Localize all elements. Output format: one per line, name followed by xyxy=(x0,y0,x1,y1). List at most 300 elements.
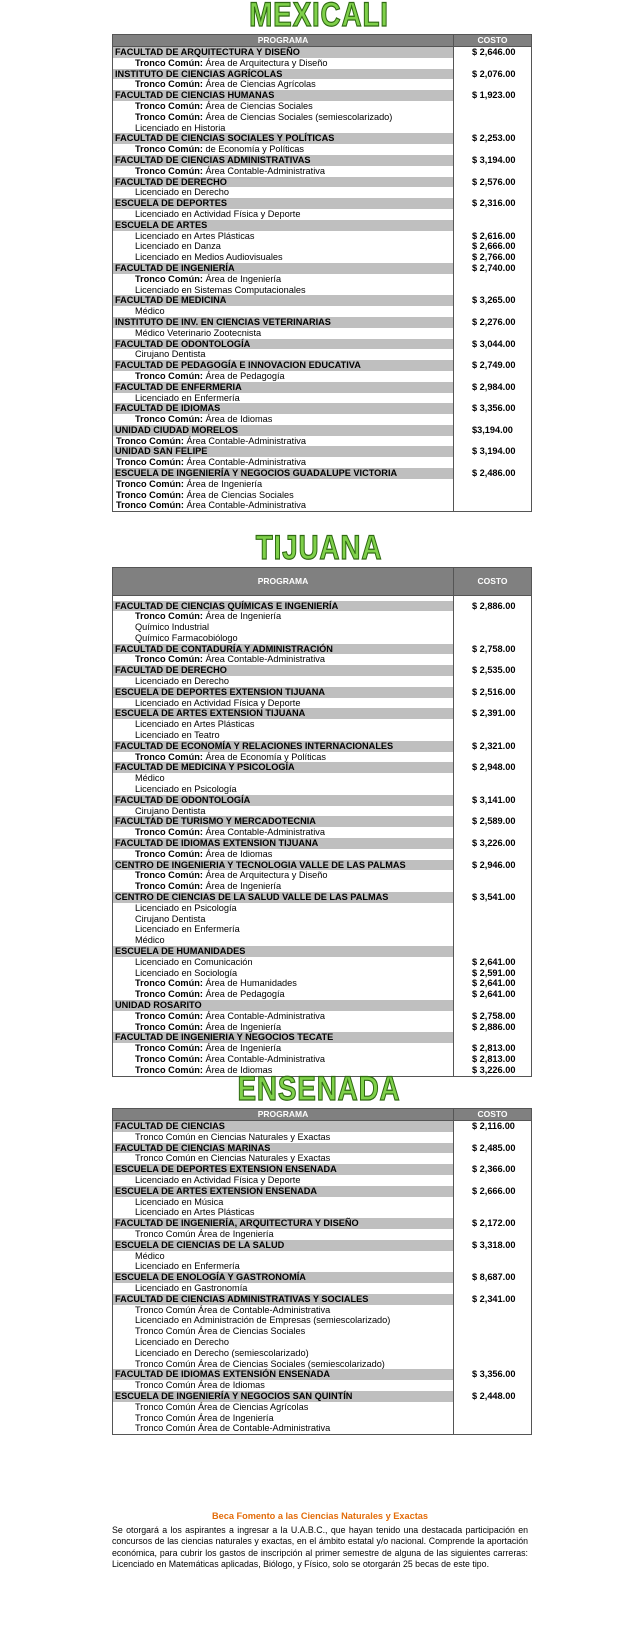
program-row xyxy=(113,79,532,90)
faculty-name xyxy=(113,665,454,676)
faculty-row xyxy=(113,47,532,58)
row-label: FACULTAD DE ARQUITECTURA Y DISEÑO xyxy=(115,47,300,57)
cost-value xyxy=(454,1132,532,1143)
program-row xyxy=(113,698,532,709)
cost-value: $ 2,485.00 xyxy=(454,1143,532,1154)
row-label: Área de Idiomas xyxy=(205,1064,273,1075)
program-row xyxy=(113,654,532,665)
faculty-name xyxy=(113,1164,454,1175)
program-name xyxy=(113,1229,454,1240)
campus-title: TIJUANA xyxy=(255,529,383,567)
tronco-comun-label: Tronco Común: xyxy=(135,144,203,155)
program-row xyxy=(113,1326,532,1337)
program-row xyxy=(113,935,532,946)
program-name xyxy=(113,1348,454,1359)
row-label: Licenciado en Artes Plásticas xyxy=(135,1207,255,1218)
tronco-comun-label: Tronco Común: xyxy=(135,1043,203,1054)
faculty-row xyxy=(113,892,532,903)
row-label: Área Contable-Administrativa xyxy=(186,457,306,468)
program-row xyxy=(113,1359,532,1370)
faculty-name xyxy=(113,1186,454,1197)
cost-value xyxy=(454,881,532,892)
cost-value xyxy=(454,1197,532,1208)
cost-value: $ 2,341.00 xyxy=(454,1294,532,1305)
program-name xyxy=(113,611,454,622)
row-label: Área Contable-Administrativa xyxy=(205,1010,325,1021)
program-row xyxy=(113,1283,532,1294)
program-row xyxy=(113,1043,532,1054)
row-label: FACULTAD DE INGENIERÍA, ARQUITECTURA Y DISEÑO xyxy=(115,1218,359,1229)
row-label: UNIDAD SAN FELIPE xyxy=(115,446,208,457)
row-label: Licenciado en Artes Plásticas xyxy=(135,719,255,730)
cost-value: $ 2,641.00 xyxy=(454,957,532,968)
program-name xyxy=(113,752,454,763)
cost-value: $ 3,194.00 xyxy=(454,446,532,457)
row-label: INSTITUTO DE INV. EN CIENCIAS VETERINARIAS xyxy=(115,316,331,327)
cost-value xyxy=(454,935,532,946)
campus-section-tijuana xyxy=(0,529,638,1077)
row-label: ESCUELA DE ARTES xyxy=(115,219,208,230)
row-label: FACULTAD DE ECONOMÍA Y RELACIONES INTERNACIONALES xyxy=(115,740,394,751)
program-row xyxy=(113,371,532,382)
cost-value xyxy=(454,112,532,123)
cost-value xyxy=(454,1315,532,1326)
faculty-row xyxy=(113,795,532,806)
cost-value: $ 2,516.00 xyxy=(454,687,532,698)
cost-value: $ 2,486.00 xyxy=(454,468,532,479)
faculty-row xyxy=(113,69,532,80)
program-row xyxy=(113,1348,532,1359)
row-label: Licenciado en Psicología xyxy=(135,902,237,913)
faculty-name xyxy=(113,69,454,80)
program-row xyxy=(113,1337,532,1348)
program-row xyxy=(113,719,532,730)
campus-title: ENSENADA xyxy=(237,1070,401,1108)
row-label: Licenciado en Comunicación xyxy=(135,956,253,967)
cost-value xyxy=(454,698,532,709)
faculty-name xyxy=(113,155,454,166)
cost-value xyxy=(454,773,532,784)
row-label: FACULTAD DE ODONTOLOGÍA xyxy=(115,794,251,805)
program-row xyxy=(113,274,532,285)
cost-value xyxy=(454,1000,532,1011)
faculty-name xyxy=(113,860,454,871)
program-name xyxy=(113,957,454,968)
cost-value: $ 3,194.00 xyxy=(454,155,532,166)
row-label: ESCUELA DE ENOLOGÍA Y GASTRONOMÍA xyxy=(115,1272,306,1283)
program-row xyxy=(113,633,532,644)
program-row xyxy=(113,1011,532,1022)
faculty-name xyxy=(113,1240,454,1251)
row-label: FACULTAD DE IDIOMAS xyxy=(115,403,221,414)
program-name xyxy=(113,622,454,633)
faculty-name xyxy=(113,795,454,806)
row-label: CENTRO DE INGENIERIA Y TECNOLOGIA VALLE DE LAS PALMAS xyxy=(115,859,406,870)
cost-value xyxy=(454,1380,532,1391)
program-name xyxy=(113,1175,454,1186)
cost-value: $ 3,226.00 xyxy=(454,838,532,849)
cost-value xyxy=(454,1229,532,1240)
program-name xyxy=(113,231,454,242)
cost-value xyxy=(454,1207,532,1218)
cost-value: $ 2,758.00 xyxy=(454,644,532,655)
row-label: INSTITUTO DE CIENCIAS AGRÍCOLAS xyxy=(115,68,283,79)
faculty-row xyxy=(113,1143,532,1154)
faculty-name xyxy=(113,762,454,773)
row-label: Área de Arquitectura y Diseño xyxy=(205,870,328,881)
cost-value: $ 2,641.00 xyxy=(454,989,532,1000)
program-row xyxy=(113,500,532,511)
cost-value xyxy=(454,730,532,741)
program-name xyxy=(113,285,454,296)
program-name xyxy=(113,1380,454,1391)
row-label: Área de Pedagogía xyxy=(205,370,285,381)
faculty-row xyxy=(113,1032,532,1043)
cost-value xyxy=(454,1423,532,1434)
row-label: Tronco Común Área de Contable-Administrativa xyxy=(135,1304,331,1315)
cost-value xyxy=(454,622,532,633)
cost-value xyxy=(454,870,532,881)
tronco-comun-label: Tronco Común: xyxy=(135,870,203,881)
row-label: Licenciado en Derecho xyxy=(135,1336,229,1347)
faculty-name xyxy=(113,687,454,698)
row-label: Médico Veterinario Zootecnista xyxy=(135,327,262,338)
faculty-row xyxy=(113,403,532,414)
cost-value: $ 2,366.00 xyxy=(454,1164,532,1175)
program-row xyxy=(113,1132,532,1143)
row-label: FACULTAD DE CONTADURÍA Y ADMINISTRACIÓN xyxy=(115,643,333,654)
faculty-name xyxy=(113,425,454,436)
program-row xyxy=(113,1413,532,1424)
cost-value: $ 3,356.00 xyxy=(454,403,532,414)
row-label: Área Contable-Administrativa xyxy=(186,500,306,511)
cost-value xyxy=(454,1261,532,1272)
cost-value xyxy=(454,1348,532,1359)
cost-value xyxy=(454,1326,532,1337)
program-name xyxy=(113,1283,454,1294)
cost-value: $ 3,265.00 xyxy=(454,295,532,306)
program-name xyxy=(113,101,454,112)
tronco-comun-label: Tronco Común: xyxy=(135,611,203,622)
tronco-comun-label: Tronco Común: xyxy=(135,111,203,122)
faculty-name xyxy=(113,892,454,903)
row-label: Área de Ingeniería xyxy=(205,881,282,892)
program-row xyxy=(113,349,532,360)
program-row xyxy=(113,328,532,339)
row-label: Médico xyxy=(135,773,165,784)
program-row xyxy=(113,1153,532,1164)
program-name xyxy=(113,1132,454,1143)
program-name xyxy=(113,166,454,177)
beca-text: Se otorgará a los aspirantes a ingresar a la U.A.B.C., que hayan tenido una destacada participación en concursos de las ciencias naturales y exactas, en el ámbito estatal y/o nacional. Comprende la aportación económica, para cubrir los gastos de inscripción al primer semestre de alguna de las siguientes carreras: Licenciado en Matemáticas aplicadas, Biólogo, y Físico, solo se otorgarán 25 becas de este tipo. xyxy=(112,1524,528,1570)
tronco-comun-label: Tronco Común: xyxy=(116,500,184,511)
program-name xyxy=(113,58,454,69)
program-row xyxy=(113,166,532,177)
faculty-row xyxy=(113,601,532,612)
cost-value xyxy=(454,1032,532,1043)
faculty-name xyxy=(113,1121,454,1132)
program-row xyxy=(113,1315,532,1326)
row-label: FACULTAD DE CIENCIAS SOCIALES Y POLÍTICAS xyxy=(115,133,335,144)
row-label: Tronco Común en Ciencias Naturales y Exactas xyxy=(135,1131,331,1142)
program-row xyxy=(113,58,532,69)
row-label: Área de Economía y Políticas xyxy=(205,751,326,762)
program-name xyxy=(113,123,454,134)
row-label: ESCUELA DE HUMANIDADES xyxy=(115,946,246,956)
program-name xyxy=(113,274,454,285)
faculty-name xyxy=(113,946,454,957)
program-name xyxy=(113,633,454,644)
faculty-row xyxy=(113,860,532,871)
row-label: Área de Humanidades xyxy=(205,978,297,989)
cost-value xyxy=(454,719,532,730)
cost-value: $ 2,576.00 xyxy=(454,177,532,188)
row-label: Área de Ciencias Sociales xyxy=(205,100,313,111)
row-label: Tronco Común Área de Idiomas xyxy=(135,1380,265,1391)
program-name xyxy=(113,968,454,979)
row-label: Área de Idiomas xyxy=(205,414,273,425)
cost-value xyxy=(454,611,532,622)
program-row xyxy=(113,622,532,633)
row-label: Licenciado en Psicología xyxy=(135,784,237,795)
program-name xyxy=(113,1207,454,1218)
program-row xyxy=(113,968,532,979)
tronco-comun-label: Tronco Común: xyxy=(116,478,184,489)
row-label: Área de Ciencias Sociales (semiescolarizado) xyxy=(205,111,393,122)
cost-value xyxy=(454,490,532,501)
program-row xyxy=(113,231,532,242)
program-row xyxy=(113,870,532,881)
faculty-name xyxy=(113,382,454,393)
faculty-row xyxy=(113,360,532,371)
tronco-comun-label: Tronco Común: xyxy=(135,1021,203,1032)
cost-value: $ 2,172.00 xyxy=(454,1218,532,1229)
cost-value xyxy=(454,827,532,838)
program-name xyxy=(113,393,454,404)
faculty-name xyxy=(113,198,454,209)
column-header-programa: PROGRAMA xyxy=(113,1109,454,1121)
faculty-row xyxy=(113,708,532,719)
cost-value xyxy=(454,633,532,644)
cost-value xyxy=(454,914,532,925)
cost-value: $ 3,141.00 xyxy=(454,795,532,806)
campus-section-ensenada xyxy=(0,1070,638,1435)
cost-value xyxy=(454,274,532,285)
faculty-name xyxy=(113,360,454,371)
cost-value: $ 2,253.00 xyxy=(454,133,532,144)
program-row xyxy=(113,1305,532,1316)
row-label: FACULTAD DE IDIOMAS EXTENSIÓN ENSENADA xyxy=(115,1369,331,1380)
cost-value xyxy=(454,1153,532,1164)
faculty-row xyxy=(113,665,532,676)
row-label: FACULTAD DE MEDICINA xyxy=(115,295,227,306)
faculty-row xyxy=(113,1000,532,1011)
tronco-comun-label: Tronco Común: xyxy=(135,414,203,425)
faculty-row xyxy=(113,1272,532,1283)
row-label: Área Contable-Administrativa xyxy=(205,654,325,665)
row-label: Tronco Común Área de Ingeniería xyxy=(135,1412,274,1423)
row-label: FACULTAD DE CIENCIAS ADMINISTRATIVAS xyxy=(115,154,311,165)
cost-value: $ 3,226.00 xyxy=(454,1065,532,1076)
program-row xyxy=(113,393,532,404)
program-row xyxy=(113,903,532,914)
program-name xyxy=(113,371,454,382)
tronco-comun-label: Tronco Común: xyxy=(135,273,203,284)
program-name xyxy=(113,1022,454,1033)
cost-value: $ 2,321.00 xyxy=(454,741,532,752)
program-row xyxy=(113,827,532,838)
program-row xyxy=(113,914,532,925)
program-row xyxy=(113,252,532,263)
row-label: Licenciado en Enfermería xyxy=(135,1261,240,1272)
program-name xyxy=(113,849,454,860)
row-label: FACULTAD DE CIENCIAS HUMANAS xyxy=(115,90,275,101)
row-label: ESCUELA DE DEPORTES xyxy=(115,198,227,209)
column-header-costo: COSTO xyxy=(454,1109,532,1121)
program-row xyxy=(113,490,532,501)
faculty-row xyxy=(113,946,532,957)
cost-value xyxy=(454,187,532,198)
cost-value: $ 2,646.00 xyxy=(454,47,532,58)
row-label: Licenciado en Historia xyxy=(135,122,226,133)
faculty-row xyxy=(113,762,532,773)
row-label: Área de Ingeniería xyxy=(205,1021,282,1032)
faculty-name xyxy=(113,220,454,231)
row-label: Tronco Común en Ciencias Naturales y Exactas xyxy=(135,1153,331,1164)
faculty-row xyxy=(113,177,532,188)
program-row xyxy=(113,730,532,741)
campus-section-mexicali xyxy=(0,0,638,512)
row-label: ESCUELA DE INGENIERÍA Y NEGOCIOS GUADALUPE VICTORIA xyxy=(115,468,398,479)
row-label: FACULTAD DE TURISMO Y MERCADOTECNIA xyxy=(115,816,316,827)
row-label: UNIDAD ROSARITO xyxy=(115,999,202,1010)
tronco-comun-label: Tronco Común: xyxy=(116,457,184,468)
faculty-row xyxy=(113,220,532,231)
program-row xyxy=(113,436,532,447)
faculty-row xyxy=(113,446,532,457)
faculty-row xyxy=(113,1294,532,1305)
row-label: FACULTAD DE INGENIERIA Y NEGOCIOS TECATE xyxy=(115,1032,334,1043)
faculty-row xyxy=(113,317,532,328)
program-name xyxy=(113,784,454,795)
row-label: Área de Pedagogía xyxy=(205,989,285,1000)
row-label: Área Contable-Administrativa xyxy=(205,1053,325,1064)
faculty-name xyxy=(113,317,454,328)
program-row xyxy=(113,1423,532,1434)
row-label: Licenciado en Actividad Física y Deporte xyxy=(135,208,301,219)
row-label: de Economía y Políticas xyxy=(205,144,305,155)
row-label: FACULTAD DE IDIOMAS EXTENSION TIJUANA xyxy=(115,838,319,849)
program-name xyxy=(113,1043,454,1054)
row-label: ESCUELA DE ARTES EXTENSION ENSENADA xyxy=(115,1185,317,1196)
row-label: ESCUELA DE ARTES EXTENSION TIJUANA xyxy=(115,708,306,719)
program-row xyxy=(113,752,532,763)
row-label: Licenciado en Actividad Física y Deporte xyxy=(135,697,301,708)
program-name xyxy=(113,490,454,501)
program-row xyxy=(113,1197,532,1208)
row-label: Licenciado en Sistemas Computacionales xyxy=(135,284,306,295)
faculty-name xyxy=(113,1000,454,1011)
cost-value: $ 2,391.00 xyxy=(454,708,532,719)
cost-value xyxy=(454,1337,532,1348)
row-label: FACULTAD DE CIENCIAS MARINAS xyxy=(115,1142,271,1153)
row-label: Licenciado en Derecho xyxy=(135,187,229,198)
program-name xyxy=(113,719,454,730)
row-label: CENTRO DE CIENCIAS DE LA SALUD VALLE DE LAS PALMAS xyxy=(115,892,389,903)
program-row xyxy=(113,1380,532,1391)
program-name xyxy=(113,989,454,1000)
program-name xyxy=(113,252,454,263)
cost-value: $ 2,641.00 xyxy=(454,978,532,989)
cost-value xyxy=(454,1175,532,1186)
row-label: Tronco Común Área de Ciencias Sociales xyxy=(135,1326,306,1337)
row-label: Tronco Común Área de Ingeniería xyxy=(135,1228,274,1239)
row-label: FACULTAD DE CIENCIAS ADMINISTRATIVAS Y SOCIALES xyxy=(115,1293,369,1304)
cost-value: $ 2,813.00 xyxy=(454,1043,532,1054)
cost-value: $3,194.00 xyxy=(454,425,532,436)
cost-value: $ 2,616.00 xyxy=(454,231,532,242)
faculty-name xyxy=(113,1294,454,1305)
cost-value xyxy=(454,1283,532,1294)
program-name xyxy=(113,500,454,511)
faculty-name xyxy=(113,339,454,350)
cost-value: $ 2,591.00 xyxy=(454,968,532,979)
program-name xyxy=(113,209,454,220)
cost-value xyxy=(454,1305,532,1316)
program-name xyxy=(113,1326,454,1337)
cost-value: $ 2,589.00 xyxy=(454,816,532,827)
program-name xyxy=(113,1337,454,1348)
faculty-row xyxy=(113,263,532,274)
cost-value: $ 2,758.00 xyxy=(454,1011,532,1022)
row-label: Tronco Común Área de Ciencias Sociales (semiescolarizado) xyxy=(135,1358,385,1369)
faculty-row xyxy=(113,382,532,393)
program-name xyxy=(113,1054,454,1065)
cost-value: $ 3,541.00 xyxy=(454,892,532,903)
faculty-row xyxy=(113,1391,532,1402)
program-row xyxy=(113,849,532,860)
cost-value: $ 2,948.00 xyxy=(454,762,532,773)
faculty-name xyxy=(113,601,454,612)
row-label: FACULTAD DE INGENIERÍA xyxy=(115,262,235,273)
program-row xyxy=(113,209,532,220)
faculty-row xyxy=(113,339,532,350)
program-name xyxy=(113,328,454,339)
faculty-name xyxy=(113,468,454,479)
cost-value xyxy=(454,285,532,296)
faculty-name xyxy=(113,1143,454,1154)
row-label: Médico xyxy=(135,306,165,317)
tronco-comun-label: Tronco Común: xyxy=(135,370,203,381)
faculty-name xyxy=(113,403,454,414)
program-name xyxy=(113,914,454,925)
cost-value: $ 2,116.00 xyxy=(454,1121,532,1132)
row-label: ESCUELA DE DEPORTES EXTENSION TIJUANA xyxy=(115,686,325,697)
cost-value: $ 2,749.00 xyxy=(454,360,532,371)
program-name xyxy=(113,698,454,709)
row-label: FACULTAD DE CIENCIAS xyxy=(115,1121,225,1131)
program-name xyxy=(113,870,454,881)
row-label: FACULTAD DE ENFERMERIA xyxy=(115,381,242,392)
row-label: FACULTAD DE DERECHO xyxy=(115,176,227,187)
program-name xyxy=(113,1402,454,1413)
faculty-name xyxy=(113,446,454,457)
program-name xyxy=(113,79,454,90)
cost-value: $ 2,886.00 xyxy=(454,601,532,612)
faculty-row xyxy=(113,1218,532,1229)
cost-value xyxy=(454,123,532,134)
faculty-row xyxy=(113,155,532,166)
